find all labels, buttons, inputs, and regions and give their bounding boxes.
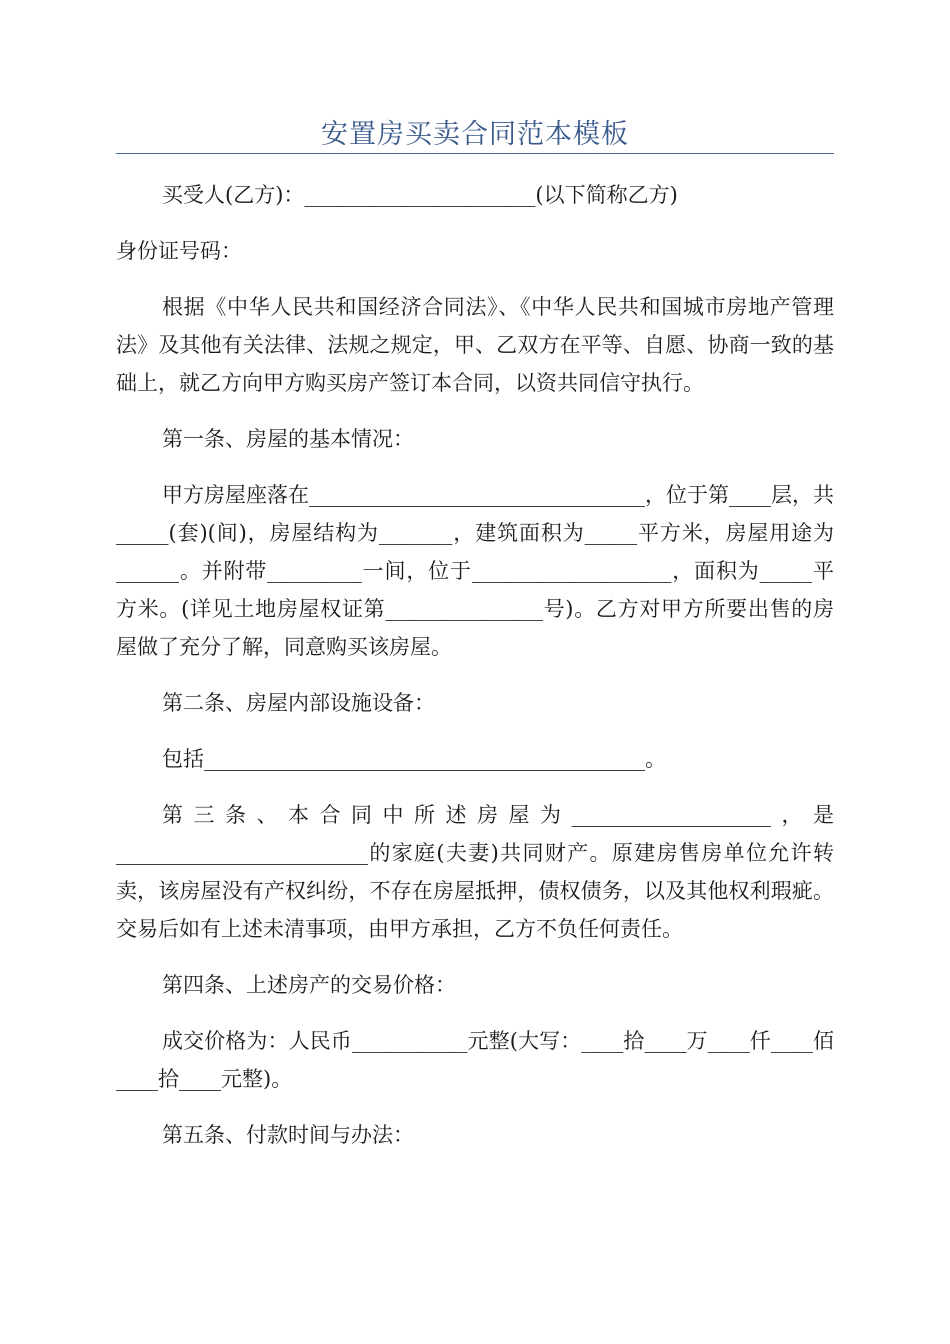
document-body xyxy=(116,176,834,1172)
article-5-heading: 第五条、付款时间与办法： xyxy=(162,1123,414,1147)
title-underline xyxy=(116,153,834,154)
buyer-line: 买受人(乙方)：______________________(以下简称乙方) xyxy=(162,183,678,207)
document-title: 安置房买卖合同范本模板 xyxy=(321,119,629,150)
article-1-body: 甲方房屋座落在________________________________，位于第____层，共_____(套)(间)，房屋结构为_______，建筑面积为_____平方米，房屋用途为______。并附带_________一间，位于___________________，面积为_____平方米。(详见土地房屋权证第_______________号)。乙方对甲方所要出售的房屋做了充分了解，同意购买该房屋。 xyxy=(116,483,834,659)
article-4-body: 成交价格为：人民币___________元整(大写：____拾____万____仟____佰____拾____元整)。 xyxy=(116,1029,834,1091)
id-number-line: 身份证号码： xyxy=(116,239,242,263)
preamble-paragraph: 根据《中华人民共和国经济合同法》、《中华人民共和国城市房地产管理法》及其他有关法律、法规之规定，甲、乙双方在平等、自愿、协商一致的基础上，就乙方向甲方购买房产签订本合同，以资共同信守执行。 xyxy=(116,295,834,395)
article-4-heading: 第四条、上述房产的交易价格： xyxy=(162,973,456,997)
article-3-paragraph: 第三条、本合同中所述房屋为___________________，是________________________的家庭(夫妻)共同财产。原建房售房单位允许转卖，该房屋没有产权纠纷，不存在房屋抵押，债权债务，以及其他权利瑕疵。交易后如有上述未清事项，由甲方承担，乙方不负任何责任。 xyxy=(116,803,834,941)
article-1-heading: 第一条、房屋的基本情况： xyxy=(162,427,414,451)
article-2-heading: 第二条、房屋内部设施设备： xyxy=(162,691,435,715)
article-2-body: 包括__________________________________________。 xyxy=(162,747,666,771)
